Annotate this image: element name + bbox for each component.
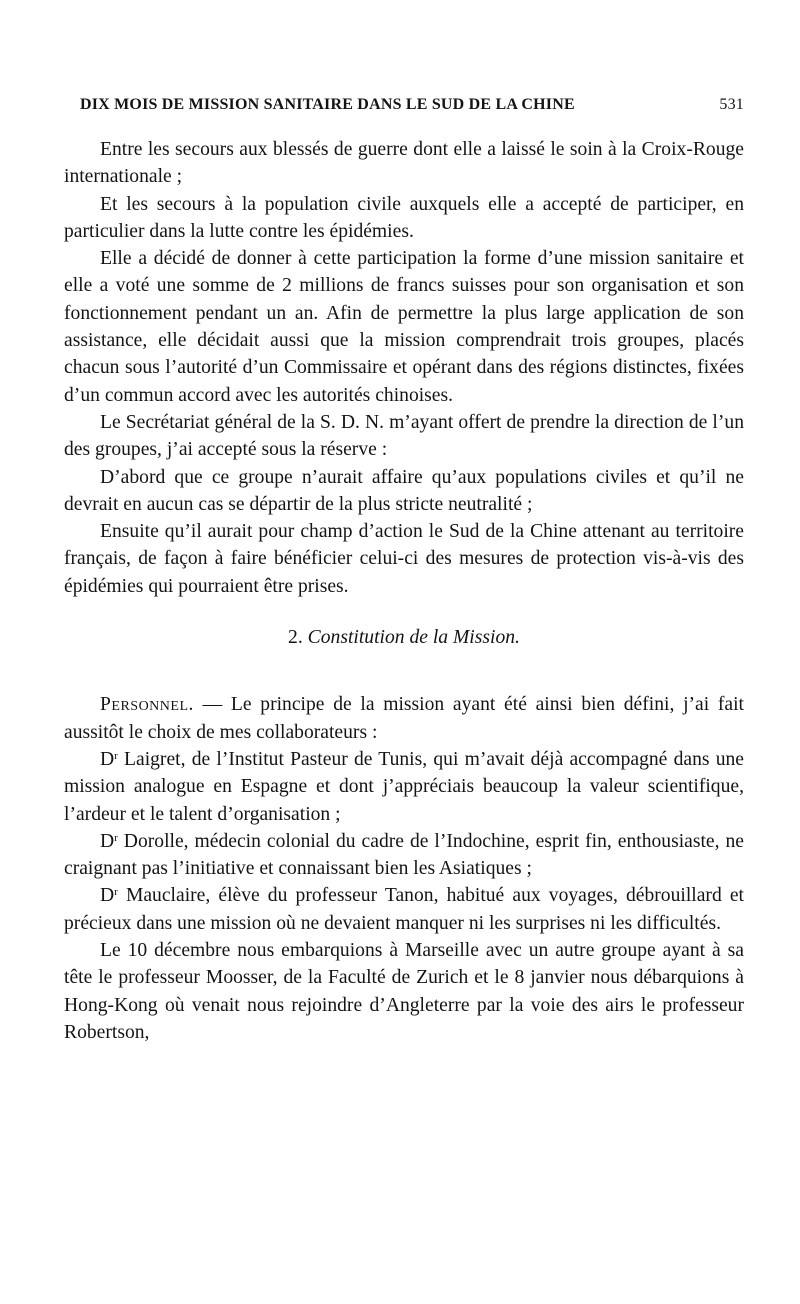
paragraph: Et les secours à la population civile auxquels elle a accepté de participer, en particulier dans la lutte contre les épidémies. xyxy=(64,193,744,242)
doctor-abbrev-sup: r xyxy=(114,749,118,762)
paragraph-mauclaire xyxy=(64,882,744,937)
personnel-label: Personnel. xyxy=(100,694,194,716)
dorolle-text: Dorolle, médecin colonial du cadre de l’Indochine, esprit fin, enthousiaste, ne craignant pas l’initiative et connaissant bien les Asiatiques ; xyxy=(64,830,744,880)
document-page xyxy=(64,96,744,1046)
paragraph: Ensuite qu’il aurait pour champ d’action le Sud de la Chine attenant au territoire français, de façon à faire bénéficier celui-ci des mesures de protection vis-à-vis des épidémies qui pourraient être prises. xyxy=(64,521,744,597)
laigret-text: Laigret, de l’Institut Pasteur de Tunis, qui m’avait déjà accompagné dans une mission analogue en Espagne et dont j’appréciais beaucoup la valeur scientifique, l’ardeur et le talent d’organisation ; xyxy=(64,748,744,825)
paragraph: Le 10 décembre nous embarquions à Marseille avec un autre groupe ayant à sa tête le professeur Moosser, de la Faculté de Zurich et le 8 janvier nous débarquions à Hong-Kong où venait nous rejoindre d’Angleterre par la voie des airs le professeur Robertson, xyxy=(64,940,744,1043)
paragraph-personnel xyxy=(64,691,744,746)
doctor-abbrev-sup: r xyxy=(114,831,118,844)
paragraph: Elle a décidé de donner à cette participation la forme d’une mission sanitaire et elle a voté une somme de 2 millions de francs suisses pour son organisation et son fonctionnement pendant un an. Afin de permettre la plus large application de son assistance, elle décidait aussi que la mission comprendrait trois groupes, placés chacun sous l’autorité d’un Commissaire et opérant dans des régions distinctes, fixées d’un commun accord avec les autorités chinoises. xyxy=(64,248,744,406)
section-heading xyxy=(64,624,744,651)
paragraph: Entre les secours aux blessés de guerre dont elle a laissé le soin à la Croix-Rouge internationale ; xyxy=(64,139,744,188)
doctor-abbrev: D xyxy=(100,748,115,770)
paragraph-dorolle xyxy=(64,828,744,883)
page-number: 531 xyxy=(719,96,744,113)
section-title-text: Constitution de la Mission. xyxy=(307,627,520,649)
paragraph: D’abord que ce groupe n’aurait affaire qu’aux populations civiles et qu’il ne devrait en aucun cas se départir de la plus stricte neutralité ; xyxy=(64,466,744,515)
personnel-text: — Le principe de la mission ayant été ainsi bien défini, j’ai fait aussitôt le choix de mes collaborateurs : xyxy=(64,694,744,743)
running-head-title: DIX MOIS DE MISSION SANITAIRE DANS LE SUD DE LA CHINE xyxy=(80,96,575,113)
doctor-abbrev: D xyxy=(100,885,115,907)
paragraph-laigret xyxy=(64,746,744,828)
doctor-abbrev: D xyxy=(100,830,115,852)
section-number: 2. xyxy=(288,627,303,649)
running-head xyxy=(80,96,744,114)
doctor-abbrev-sup: r xyxy=(114,886,118,899)
paragraph: Le Secrétariat général de la S. D. N. m’ayant offert de prendre la direction de l’un des groupes, j’ai accepté sous la réserve : xyxy=(64,411,744,461)
body-text xyxy=(64,136,744,1046)
mauclaire-text: Mauclaire, élève du professeur Tanon, habitué aux voyages, débrouillard et précieux dans une mission où ne devaient manquer ni les surprises ni les difficultés. xyxy=(64,885,744,934)
